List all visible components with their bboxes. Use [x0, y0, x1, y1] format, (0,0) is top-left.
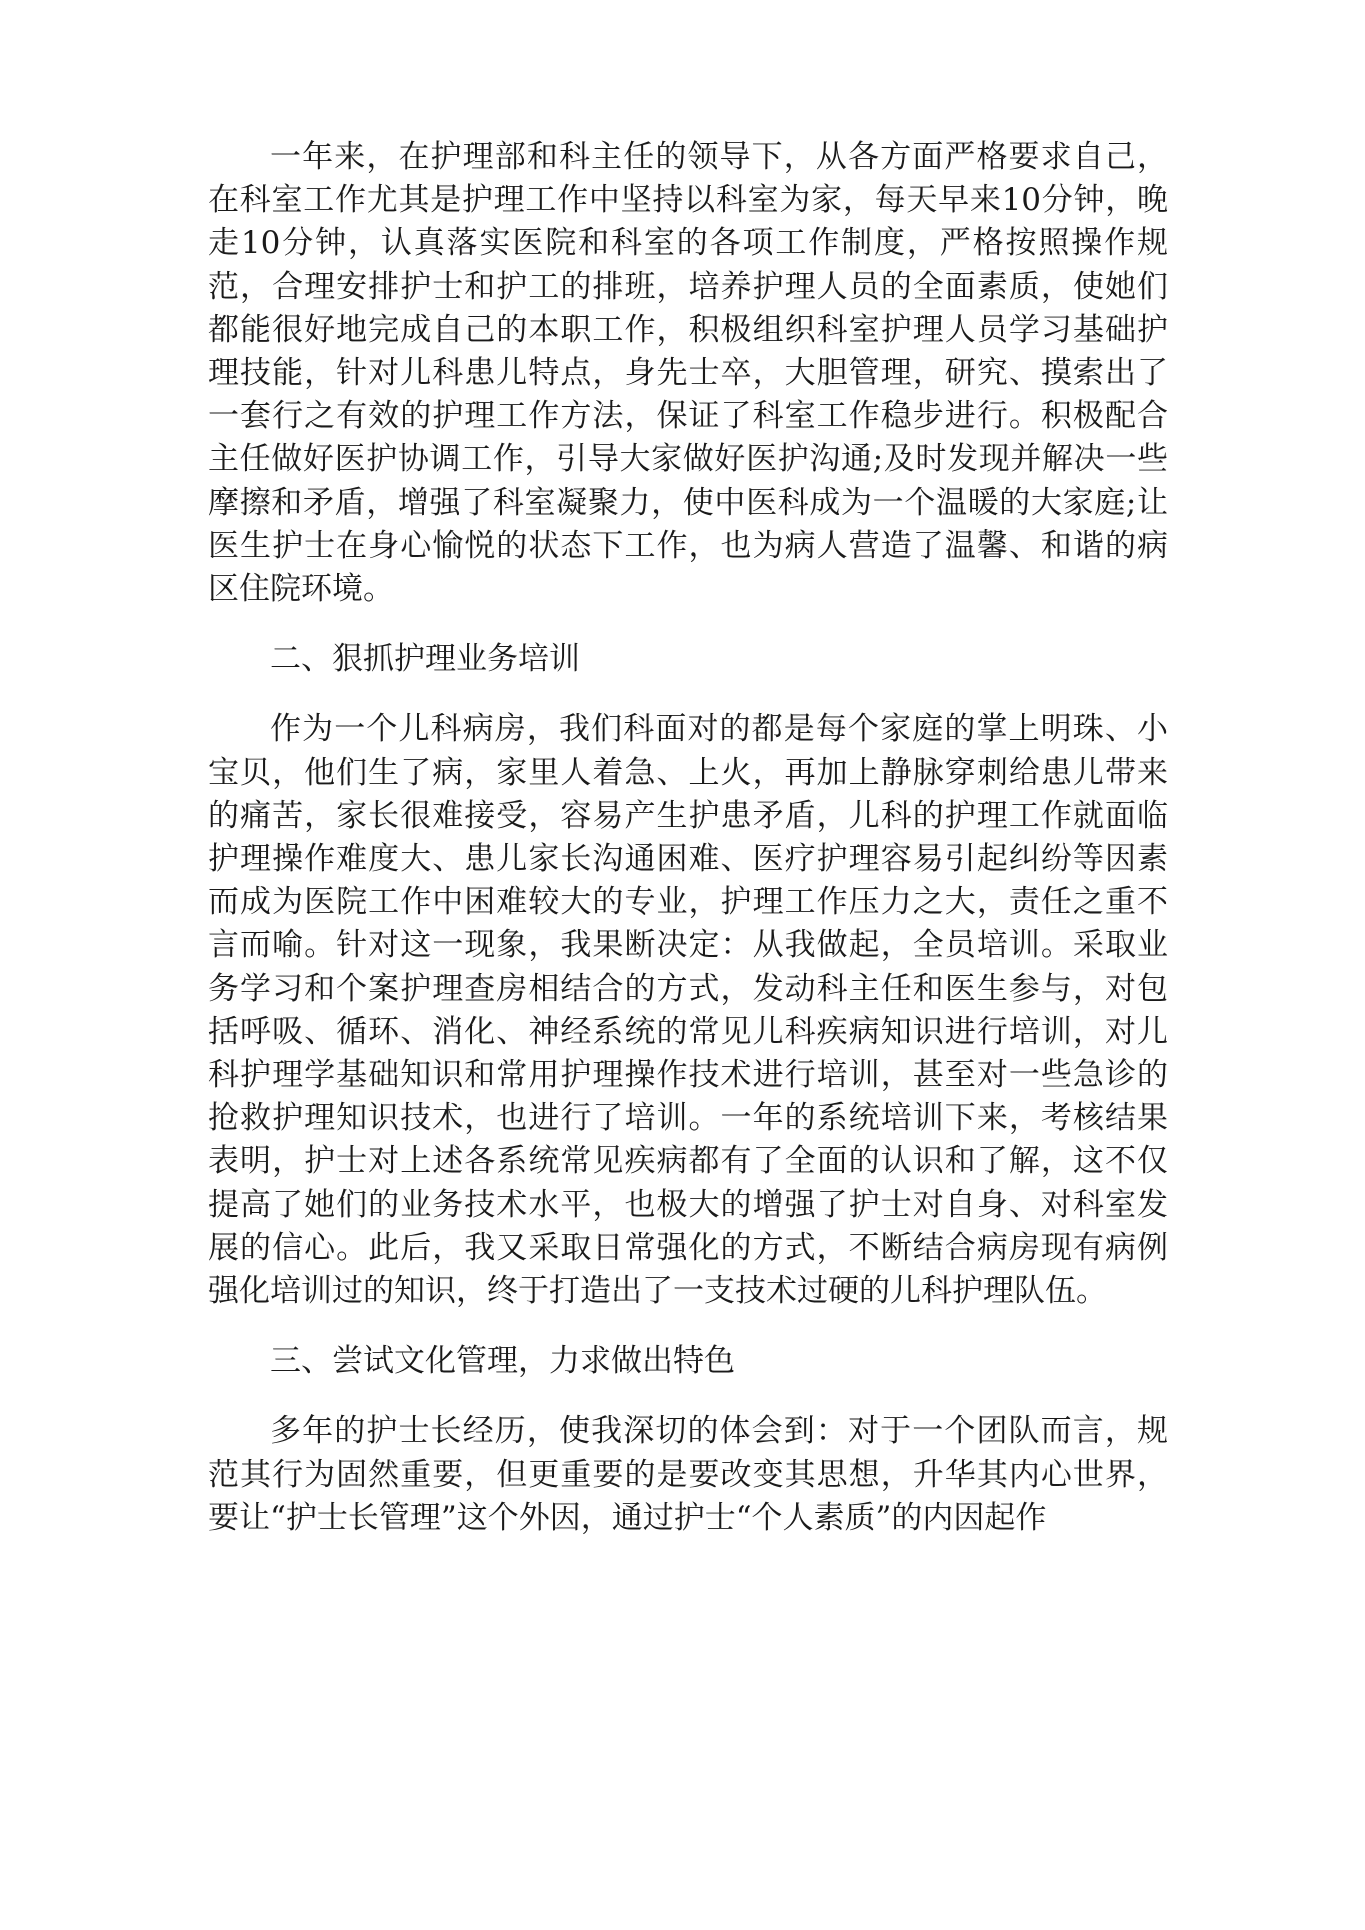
- document-body: [208, 136, 1168, 1540]
- paragraph-leadership: 一年来，在护理部和科主任的领导下，从各方面严格要求自己，在科室工作尤其是护理工作中坚持以科室为家，每天早来10分钟，晚走10分钟，认真落实医院和科室的各项工作制度，严格按照操作规范，合理安排护士和护工的排班，培养护理人员的全面素质，使她们都能很好地完成自己的本职工作，积极组织科室护理人员学习基础护理技能，针对儿科患儿特点，身先士卒，大胆管理，研究、摸索出了一套行之有效的护理工作方法，保证了科室工作稳步进行。积极配合主任做好医护协调工作，引导大家做好医护沟通;及时发现并解决一些摩擦和矛盾，增强了科室凝聚力，使中医科成为一个温暖的大家庭;让医生护士在身心愉悦的状态下工作，也为病人营造了温馨、和谐的病区住院环境。: [208, 139, 1168, 608]
- paragraph-gap: [208, 1383, 1168, 1410]
- paragraph-gap: [208, 611, 1168, 638]
- paragraph-culture: 多年的护士长经历，使我深切的体会到：对于一个团队而言，规范其行为固然重要，但更重要的是要改变其思想，升华其内心世界，要让“护士长管理”这个外因，通过护士“个人素质”的内因起作: [208, 1413, 1168, 1536]
- paragraph-training: 作为一个儿科病房，我们科面对的都是每个家庭的掌上明珠、小宝贝，他们生了病，家里人着急、上火，再加上静脉穿刺给患儿带来的痛苦，家长很难接受，容易产生护患矛盾，儿科的护理工作就面临护理操作难度大、患儿家长沟通困难、医疗护理容易引起纠纷等因素而成为医院工作中困难较大的专业，护理工作压力之大，责任之重不言而喻。针对这一现象，我果断决定：从我做起，全员培训。采取业务学习和个案护理查房相结合的方式，发动科主任和医生参与，对包括呼吸、循环、消化、神经系统的常见儿科疾病知识进行培训，对儿科护理学基础知识和常用护理操作技术进行培训，甚至对一些急诊的抢救护理知识技术，也进行了培训。一年的系统培训下来，考核结果表明，护士对上述各系统常见疾病都有了全面的认识和了解，这不仅提高了她们的业务技术水平，也极大的增强了护士对自身、对科室发展的信心。此后，我又采取日常强化的方式，不断结合病房现有病例强化培训过的知识，终于打造出了一支技术过硬的儿科护理队伍。: [208, 711, 1168, 1310]
- section-heading-culture: 三、尝试文化管理，力求做出特色: [270, 1343, 735, 1380]
- paragraph-gap: [208, 1313, 1168, 1340]
- paragraph-gap: [208, 681, 1168, 708]
- section-heading-training: 二、狠抓护理业务培训: [270, 641, 580, 678]
